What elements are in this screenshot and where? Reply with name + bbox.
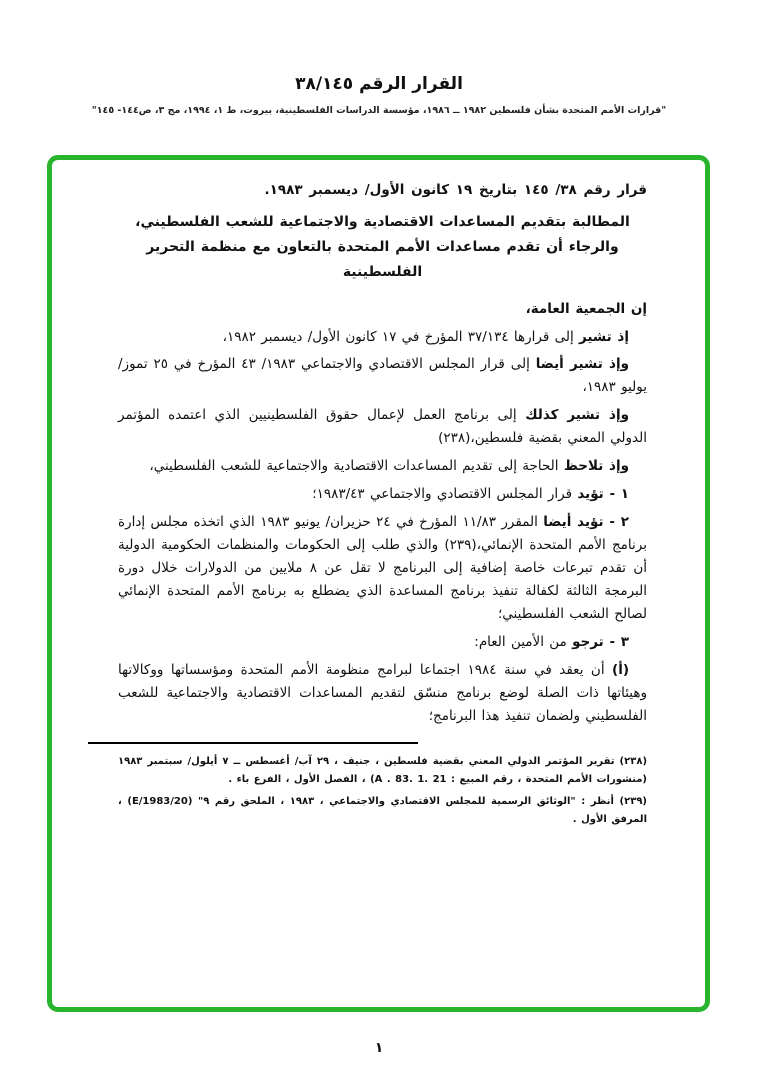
page-header xyxy=(0,0,758,116)
paragraph-lead: إن الجمعية العامة، xyxy=(525,300,647,317)
paragraph-rest: من الأمين العام: xyxy=(474,633,573,650)
paragraph-lead: ٣ - ترجو xyxy=(572,633,629,650)
resolution-number-title: القرار الرقم ٣٨/١٤٥ xyxy=(295,74,463,94)
paragraph-operative-1 xyxy=(118,483,647,506)
paragraph-rest: أن يعقد في سنة ١٩٨٤ اجتماعا لبرامج منظومة الأمم المتحدة ومؤسساتها ووكالاتها وهيئاتها ذات الصلة لوضع برنامج منسّق لتقديم المساعدات الاقتصادية والاجتماعية للشعب الفلسطيني ولضمان تنفيذ هذا البرنامج؛ xyxy=(118,661,647,724)
resolution-green-box xyxy=(47,155,710,1012)
paragraph-rest: قرار المجلس الاقتصادي والاجتماعي ١٩٨٣/٤٣؛ xyxy=(312,486,578,503)
paragraph-rest: المقرر ١١/٨٣ المؤرخ في ٢٤ حزيران/ يونيو ١٩٨٣ الذي اتخذه مجلس إدارة برنامج الأمم المتحدة الإنمائي،(٢٣٩) والذي طلب إلى الحكومات والمنظمات الحكومية الدولية أن تقدم تبرعات خاصة إضافية إلى البرنامج لا تقل عن ٨ ملايين من الدولارات خلال دورة البرمجة الثالثة لكفالة تنفيذ برنامج المساعدة الذي يضطلع به برنامج الأمم المتحدة الإنمائي لصالح الشعب الفلسطيني؛ xyxy=(118,514,647,622)
footnotes-section xyxy=(118,742,647,830)
paragraph-lead: ١ - تؤيد xyxy=(577,486,629,503)
paragraph-recalling-further xyxy=(118,404,647,450)
paragraph-operative-2 xyxy=(118,511,647,626)
paragraph-lead: (أ) xyxy=(612,661,629,678)
paragraph-noting-need xyxy=(118,455,647,478)
page-number: ١ xyxy=(374,1040,384,1056)
paragraph-recalling-also xyxy=(118,353,647,399)
footnote-239: (٢٣٩) أنظر : "الوثائق الرسمية للمجلس الاقتصادي والاجتماعي ، ١٩٨٣ ، الملحق رقم ٩" (E/1983/20) ، المرفق الأول . xyxy=(118,795,647,825)
footnote-238: (٢٣٨) تقرير المؤتمر الدولي المعني بقضية فلسطين ، جنيف ، ٢٩ آب/ أغسطس ــ ٧ أيلول/ سبتمبر ١٩٨٣ (منشورات الأمم المتحدة ، رقم المبيع : A . 83. 1. 21) ، الفصل الأول ، الفرع باء . xyxy=(118,755,648,785)
footnote-separator-rule xyxy=(88,742,418,744)
paragraph-lead: وإذ تلاحظ xyxy=(563,458,629,475)
resolution-heading: المطالبة بتقديم المساعدات الاقتصادية والاجتماعية للشعب الفلسطيني، والرجاء أن تقدم مساعدات الأمم المتحدة بالتعاون مع منظمة التحرير الفلسطينية xyxy=(135,214,630,281)
paragraph-lead: وإذ تشير أيضا xyxy=(535,356,629,373)
paragraph-lead: وإذ تشير كذلك xyxy=(525,407,629,424)
paragraph-rest: إلى قرار المجلس الاقتصادي والاجتماعي ١٩٨٣/ ٤٣ المؤرخ في ٢٥ تموز/ يوليو ١٩٨٣، xyxy=(118,356,647,396)
paragraph-lead: إذ تشير xyxy=(579,328,629,345)
paragraph-rest: إلى برنامج العمل لإعمال حقوق الفلسطينيين الذي اعتمده المؤتمر الدولي المعني بقضية فلسطين،(٢٣٨) xyxy=(118,407,647,447)
paragraph-subitem-a xyxy=(118,659,647,728)
resolution-date-line: قرار رقم ٣٨/ ١٤٥ بتاريخ ١٩ كانون الأول/ ديسمبر ١٩٨٣. xyxy=(264,182,647,198)
source-citation: "قرارات الأمم المتحدة بشأن فلسطين ١٩٨٢ ــ ١٩٨٦، مؤسسة الدراسات الفلسطينية، بيروت، ط ١، ١٩٩٤، مج ٣، ص١٤٤- ١٤٥" xyxy=(91,105,667,116)
paragraph-preamble-assembly xyxy=(118,298,647,321)
paragraph-lead: ٢ - تؤيد أيضا xyxy=(543,514,630,531)
paragraph-rest: إلى قرارها ٣٧/١٣٤ المؤرخ في ١٧ كانون الأول/ ديسمبر ١٩٨٢، xyxy=(222,328,580,345)
resolution-body xyxy=(118,298,647,728)
paragraph-operative-3 xyxy=(118,631,647,654)
paragraph-rest: الحاجة إلى تقديم المساعدات الاقتصادية والاجتماعية للشعب الفلسطيني، xyxy=(149,458,564,475)
paragraph-recalling xyxy=(118,326,647,349)
